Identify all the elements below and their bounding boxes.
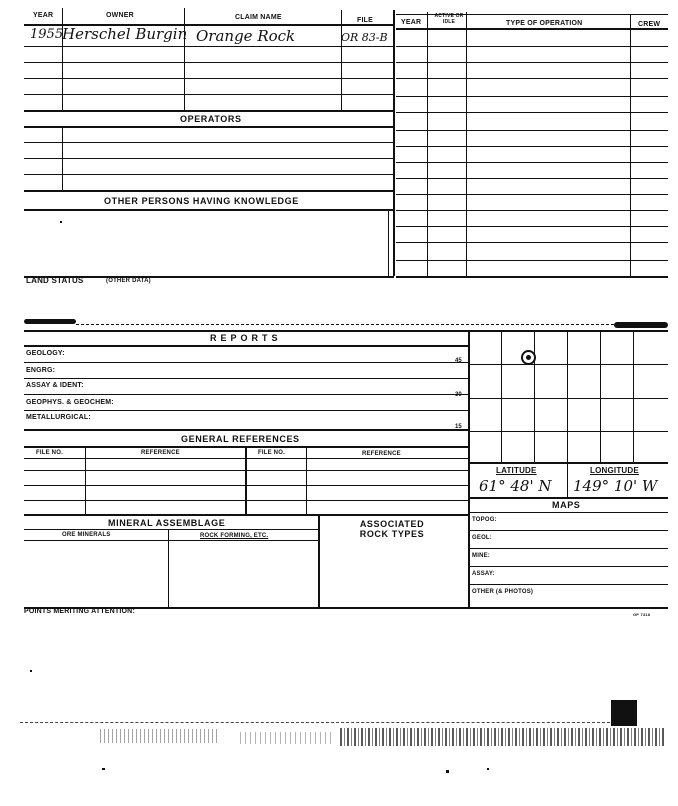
year-operation-column-header: YEAR <box>401 19 422 26</box>
longitude-label: LONGITUDE <box>590 466 639 475</box>
year-column-header: YEAR <box>33 12 54 19</box>
ore-minerals-header: ORE MINERALS <box>62 532 111 538</box>
entry-file: OR 83-B <box>341 31 388 44</box>
gr-file-no-header: FILE NO. <box>36 450 63 456</box>
file-column-header: FILE <box>357 17 373 24</box>
other-persons-heading: OTHER PERSONS HAVING KNOWLEDGE <box>104 196 299 206</box>
latitude-value: 61° 48' N <box>479 477 552 495</box>
active-or-idle-column-header: ACTIVE OR IDLE <box>434 13 464 25</box>
margin-number: 15 <box>455 424 462 430</box>
longitude-value: 149° 10' W <box>573 477 658 495</box>
maps-other-label: OTHER (& PHOTOS) <box>472 589 534 595</box>
land-status-note: (OTHER DATA) <box>106 278 151 284</box>
rock-forming-header: ROCK FORMING, ETC. <box>200 533 269 539</box>
form-code: GP 7318 <box>633 612 651 617</box>
owner-column-header: OWNER <box>106 12 134 19</box>
maps-assay-label: ASSAY: <box>472 571 495 577</box>
maps-topog-label: TOPOG: <box>472 517 497 523</box>
entry-claim-name: Orange Rock <box>196 27 296 45</box>
reports-geophys-label: GEOPHYS. & GEOCHEM: <box>26 399 114 406</box>
margin-number: 30 <box>455 392 462 398</box>
associated-rock-types-heading: ASSOCIATED ROCK TYPES <box>359 519 425 539</box>
margin-number: 45 <box>455 358 462 364</box>
gr-reference-header-2: REFERENCE <box>362 451 401 457</box>
crew-column-header: CREW <box>638 21 661 28</box>
points-meriting-attention-label: POINTS MERITING ATTENTION: <box>24 608 135 615</box>
reports-metallurgical-label: METALLURGICAL: <box>26 414 91 421</box>
maps-mine-label: MINE: <box>472 553 490 559</box>
reports-assay-label: ASSAY & IDENT: <box>26 382 84 389</box>
maps-heading: MAPS <box>552 500 581 510</box>
maps-geol-label: GEOL: <box>472 535 492 541</box>
type-of-operation-column-header: TYPE OF OPERATION <box>506 20 583 27</box>
reports-geology-label: GEOLOGY: <box>26 350 65 357</box>
operators-heading: OPERATORS <box>180 114 242 124</box>
claim-name-column-header: CLAIM NAME <box>235 14 282 21</box>
entry-owner: Herschel Burgin <box>62 25 188 43</box>
entry-year: 1955 <box>30 27 64 42</box>
location-marker-icon <box>521 350 536 365</box>
reports-engineering-label: ENGRG: <box>26 367 56 374</box>
general-references-heading: GENERAL REFERENCES <box>181 434 300 444</box>
reports-heading: REPORTS <box>210 333 282 343</box>
land-status-label: LAND STATUS <box>26 276 84 285</box>
gr-reference-header: REFERENCE <box>141 450 180 456</box>
mineral-assemblage-heading: MINERAL ASSEMBLAGE <box>108 518 226 528</box>
gr-file-no-header-2: FILE NO. <box>258 450 285 456</box>
latitude-label: LATITUDE <box>496 466 537 475</box>
